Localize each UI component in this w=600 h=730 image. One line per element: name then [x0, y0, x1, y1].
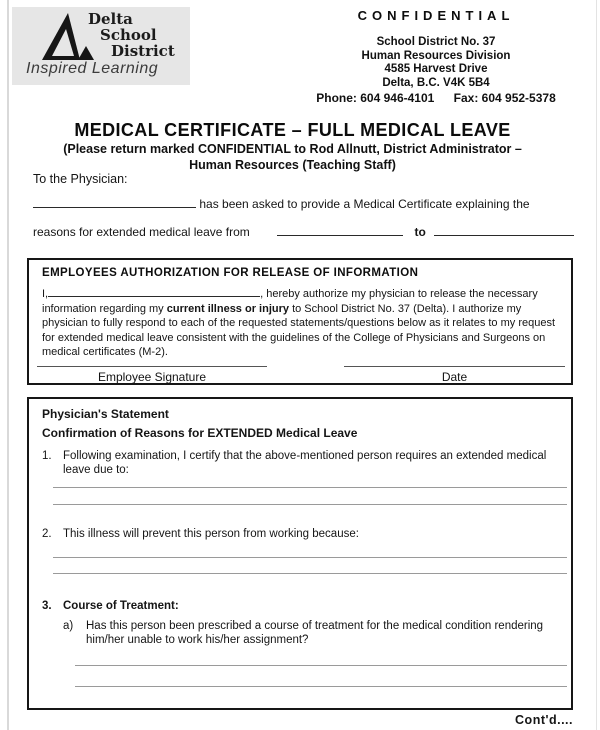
authorization-box [27, 258, 573, 385]
signature-row [37, 366, 565, 384]
confidential-label: CONFIDENTIAL [357, 8, 515, 23]
intro-request-text: has been asked to provide a Medical Certificate explaining the [199, 197, 530, 211]
intro-reasons-line [33, 225, 574, 239]
employee-signature-line: Employee Signature [37, 366, 267, 384]
question-2-number: 2. [42, 528, 52, 540]
fax-number: Fax: 604 952-5378 [453, 91, 556, 105]
question-3a-number: a) [63, 620, 74, 632]
answer-2-line-2 [53, 573, 567, 574]
address-line-street: 4585 Harvest Drive [384, 63, 488, 75]
question-3a [63, 619, 561, 647]
address-line-city: Delta, B.C. V4K 5B4 [382, 76, 490, 89]
phone-fax-line [290, 91, 582, 105]
scan-edge-left [7, 0, 9, 730]
authorization-para-bold-phrase: current illness or injury [166, 302, 289, 315]
authorization-name-blank [48, 287, 260, 297]
logo-text-delta: Delta [88, 10, 133, 28]
authorization-paragraph [42, 287, 559, 360]
employee-name-blank [33, 198, 196, 208]
intro-reasons-text: reasons for extended medical leave from [33, 225, 250, 239]
district-logo [12, 7, 190, 85]
question-1-text: Following examination, I certify that the above-mentioned person requires an extended medical leave due to: [63, 450, 547, 476]
confirmation-subheading: Confirmation of Reasons for EXTENDED Medical Leave [42, 426, 358, 440]
address-line-district: School District No. 37 [376, 36, 496, 48]
address-line-division: Human Resources Division [361, 49, 511, 62]
question-1 [42, 449, 561, 477]
answer-2-line-1 [53, 557, 567, 558]
phone-number: Phone: 604 946-4101 [316, 91, 435, 105]
physician-statement-box [27, 397, 573, 710]
form-subtitle-line1: (Please return marked CONFIDENTIAL to Rod Allnutt, District Administrator – [63, 142, 522, 156]
question-2 [42, 527, 561, 541]
logo-tagline: Inspired Learning [26, 60, 159, 77]
form-subtitle-line2: Human Resources (Teaching Staff) [189, 158, 396, 172]
question-3-number: 3. [42, 600, 52, 612]
intro-to-text: to [414, 225, 426, 239]
date-line: Date [344, 366, 565, 384]
answer-3a-line-2 [75, 686, 567, 687]
authorization-para-mid: , hereby authorize my physician to release the necessary information regarding my [42, 288, 538, 315]
form-title: MEDICAL CERTIFICATE – FULL MEDICAL LEAVE [74, 120, 511, 140]
authorization-para-start: I, [42, 288, 49, 300]
authorization-heading: EMPLOYEES AUTHORIZATION FOR RELEASE OF INFORMATION [42, 267, 419, 279]
logo-text-district: District [111, 42, 175, 60]
to-physician-label: To the Physician: [33, 172, 128, 186]
question-1-number: 1. [42, 450, 52, 462]
physician-statement-heading: Physician's Statement [42, 407, 169, 421]
logo-text-school: School [100, 26, 157, 44]
signature-gap [267, 366, 344, 384]
question-3-text: Course of Treatment: [63, 600, 179, 612]
intro-request-line [33, 197, 530, 211]
contact-block [290, 8, 582, 105]
answer-3a-line-1 [75, 665, 567, 666]
authorization-para-end: to School District No. 37 (Delta). I authorize my physician to fully respond to each of the requested statements/questions below as it relates to my request for extended medical leave consistent with the guidelines of the College of Physicians and Surgeons on medical certificates (M-2). [42, 302, 556, 358]
leave-from-date-blank [277, 226, 403, 236]
question-3a-text: Has this person been prescribed a course of treatment for the medical condition rendering him/her unable to work his/her assignment? [86, 620, 544, 646]
question-2-text: This illness will prevent this person from working because: [63, 528, 359, 540]
answer-1-line-2 [53, 504, 567, 505]
continued-label: Cont'd.... [515, 713, 573, 727]
leave-to-date-blank [434, 226, 574, 236]
address-block [290, 36, 582, 90]
scan-edge-right [596, 0, 597, 730]
answer-1-line-1 [53, 487, 567, 488]
question-3 [42, 599, 561, 613]
